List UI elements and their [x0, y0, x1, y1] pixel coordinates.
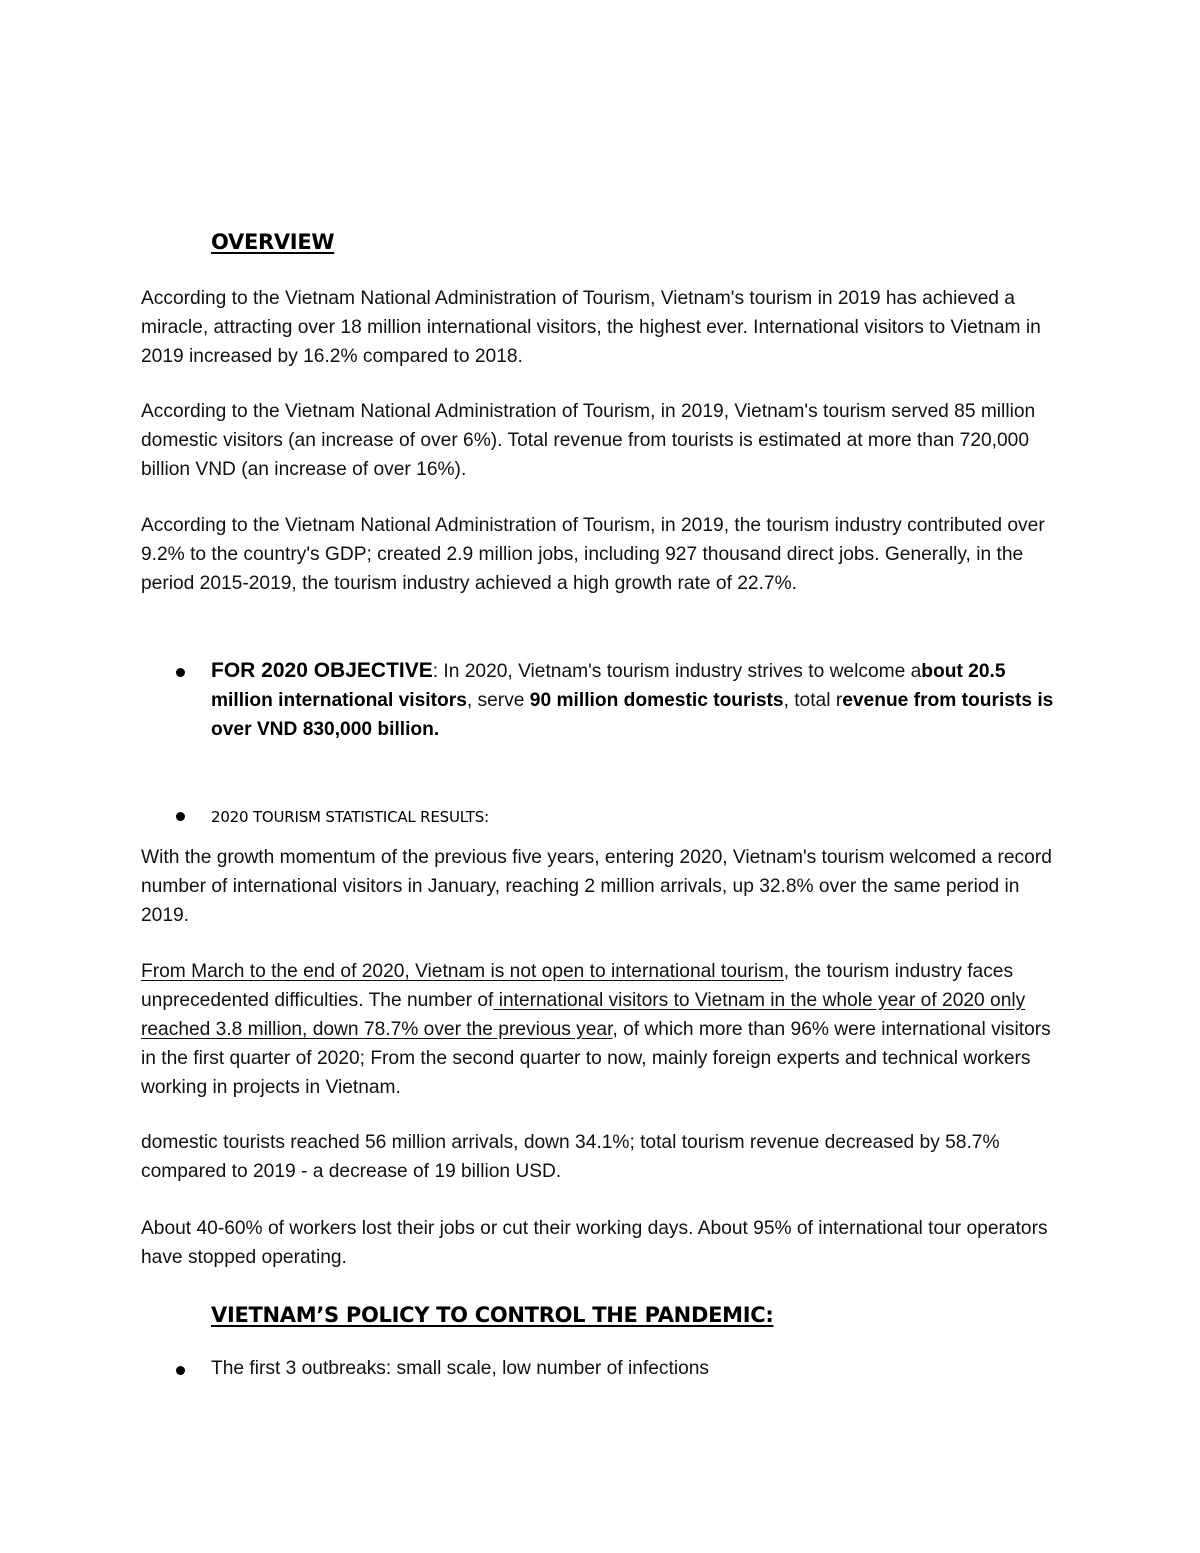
results-bullet — [211, 802, 1071, 832]
objective-text-2: , serve — [466, 690, 530, 711]
objective-bullet — [211, 656, 1071, 744]
results-paragraph-4: About 40-60% of workers lost their jobs or cut their working days. About 95% of international tour operators have stopped operating. — [141, 1218, 1048, 1268]
bullet-icon — [176, 1366, 185, 1375]
results-text-2: , of which more than 96% were international visitors in the first quarter of 2020; From the second quarter to now, mainly foreign experts and technical workers working in projects in Vietnam. — [141, 1019, 1051, 1098]
results-paragraph-3: domestic tourists reached 56 million arrivals, down 34.1%; total tourism revenue decreased by 58.7% compared to 2019 - a decrease of 19 billion USD. — [141, 1132, 1000, 1182]
policy-bullet-1: The first 3 outbreaks: small scale, low number of infections — [211, 1358, 710, 1379]
objective-label: FOR 2020 OBJECTIVE — [211, 659, 433, 682]
results-paragraph-1: With the growth momentum of the previous five years, entering 2020, Vietnam's tourism welcomed a record number of international visitors in January, reaching 2 million arrivals, up 32.8% over the same period in 2019. — [141, 847, 1052, 926]
overview-paragraph-3: According to the Vietnam National Administration of Tourism, in 2019, the tourism industry contributed over 9.2% to the country's GDP; created 2.9 million jobs, including 927 thousand direct jobs. Generally, in the period 2015-2019, the tourism industry achieved a high growth rate of 22.7%. — [141, 515, 1045, 594]
overview-paragraph-2: According to the Vietnam National Administration of Tourism, in 2019, Vietnam's tourism served 85 million domestic visitors (an increase of over 6%). Total revenue from tourists is estimated at more than 720,000 billion VND (an increase of over 16%). — [141, 401, 1036, 480]
objective-bold-3: evenue from tourists is over VND 830,000 billion. — [211, 690, 1054, 740]
results-underlined-2: international visitors to Vietnam in the whole year of 2020 only reached 3.8 million, down 78.7% over the previous year — [141, 990, 1026, 1040]
bullet-icon — [176, 812, 185, 821]
objective-text-1: : In 2020, Vietnam's tourism industry strives to welcome a — [432, 661, 922, 682]
objective-text-3: , total r — [783, 690, 843, 711]
objective-bold-1: bout 20.5 million international visitors — [211, 661, 1006, 711]
bullet-icon — [176, 668, 185, 677]
results-paragraph-2 — [141, 957, 1071, 1102]
results-label: 2020 TOURISM STATISTICAL RESULTS: — [211, 808, 489, 826]
overview-heading: OVERVIEW — [211, 230, 335, 254]
results-text-1: , the tourism industry faces unprecedented difficulties. The number of — [141, 961, 1014, 1011]
results-underlined-1: From March to the end of 2020, Vietnam is not open to international tourism — [141, 961, 784, 982]
objective-bold-2: 90 million domestic tourists — [529, 690, 784, 711]
policy-heading: VIETNAM’S POLICY TO CONTROL THE PANDEMIC: — [211, 1303, 774, 1327]
overview-paragraph-1: According to the Vietnam National Administration of Tourism, Vietnam's tourism in 2019 has achieved a miracle, attracting over 18 million international visitors, the highest ever. International visitors to Vietnam in 2019 increased by 16.2% compared to 2018. — [141, 288, 1041, 367]
